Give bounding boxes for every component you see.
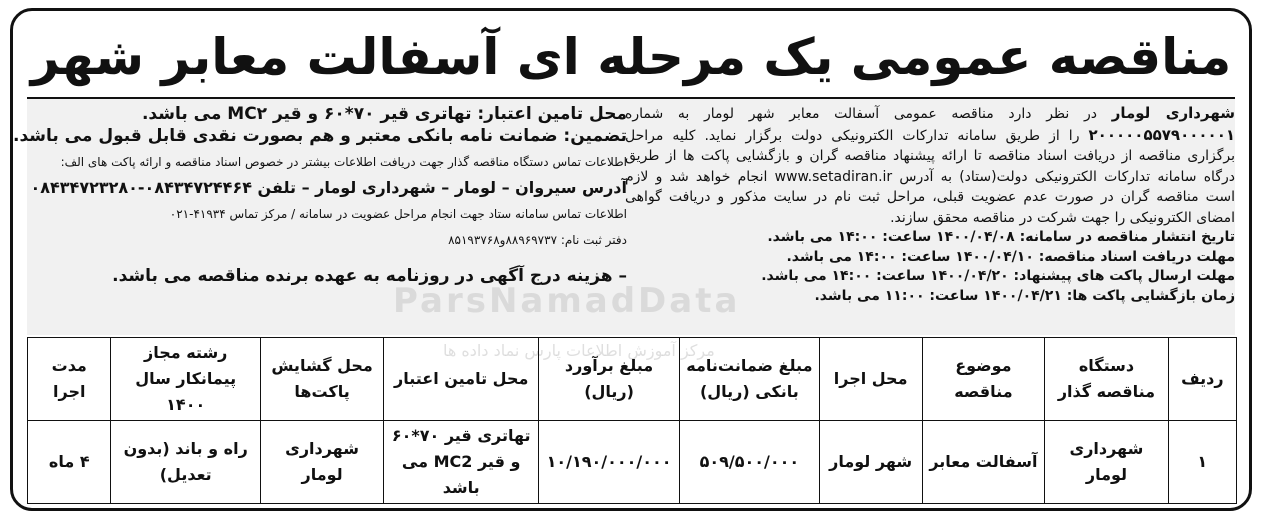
header-subject: موضوع مناقصه xyxy=(922,338,1045,421)
funding-source: محل تامین اعتبار: تهاتری قیر ۷۰*۶۰ و قیر MC۲ می باشد. xyxy=(141,104,627,124)
cell-contractor-field: راه و باند (بدون تعدیل) xyxy=(111,421,260,504)
date-documents: مهلت دریافت اسناد مناقصه: ۱۴۰۰/۰۴/۱۰ ساعت: ۱۴:۰۰ می باشد. xyxy=(786,248,1235,265)
cell-organizer: شهرداری لومار xyxy=(1045,421,1168,504)
table-header-row xyxy=(28,338,1237,421)
header-location: محل اجرا xyxy=(819,338,922,421)
cell-funding: تهاتری قیر ۷۰*۶۰ و قیر MC2 می باشد xyxy=(384,421,539,504)
watermark-subtitle: مرکز آموزش اطلاعات پارس نماد داده ها xyxy=(443,341,715,360)
date-submission: مهلت ارسال پاکت های پیشنهاد: ۱۴۰۰/۰۴/۲۰ ساعت: ۱۴:۰۰ می باشد. xyxy=(761,268,1235,284)
tender-table xyxy=(27,337,1237,504)
header-guarantee-amount: مبلغ ضمانت‌نامه بانکی (ریال) xyxy=(680,338,820,421)
cell-estimate-amount: ۱۰/۱۹۰/۰۰۰/۰۰۰ xyxy=(539,421,680,504)
intro-paragraph xyxy=(625,103,1235,228)
intro-text: در نظر دارد مناقصه عمومی آسفالت معابر شهر لومار به شماره xyxy=(625,106,1112,122)
header-duration: مدت اجرا xyxy=(28,338,111,421)
cell-location: شهر لومار xyxy=(819,421,922,504)
ad-frame xyxy=(10,8,1252,511)
header-estimate-amount: مبلغ برآورد (ریال) xyxy=(539,338,680,421)
cell-opening-place: شهرداری لومار xyxy=(260,421,383,504)
header-organizer: دستگاه مناقصه گذار xyxy=(1045,338,1168,421)
ad-cost-note: – هزینه درج آگهی در روزنامه به عهده برنده مناقصه می باشد. xyxy=(112,266,627,286)
date-publish: تاریخ انتشار مناقصه در سامانه: ۱۴۰۰/۰۴/۰۸ ساعت: ۱۴:۰۰ می باشد. xyxy=(767,229,1235,245)
header-opening-place: محل گشایش پاکت‌ها xyxy=(260,338,383,421)
guarantee-info: تضمین: ضمانت نامه بانکی معتبر و هم بصورت نقدی قابل قبول می باشد. xyxy=(13,126,627,146)
watermark: ParsNamadData xyxy=(393,281,741,321)
cell-subject: آسفالت معابر xyxy=(922,421,1045,504)
page-title: مناقصه عمومی یک مرحله ای آسفالت معابر شهر xyxy=(30,28,1232,86)
procedure-text: را از طریق سامانه تدارکات الکترونیکی دولت برگزار نماید. کلیه مراحل برگزاری مناقصه از دریافت اسناد مناقصه تا ارائه پیشنهاد مناقصه گران و بازگشایی پاکت ها از طریق درگاه سامانه تدارکات الکترونیکی دولت(ستاد) به آدرس www.setadiran.ir انجام خواهد شد و لازم است مناقصه گران در صورت عدم عضویت قبلی، مراحل ثبت نام در سایت مذکور و دریافت گواهی امضای الکترونیکی را جهت شرکت در مناقصه محقق سازند. xyxy=(625,127,1235,226)
header-row-number: ردیف xyxy=(1168,338,1236,421)
header-contractor-field: رشته مجاز پیمانکار سال ۱۴۰۰ xyxy=(111,338,260,421)
cell-guarantee-amount: ۵۰۹/۵۰۰/۰۰۰ xyxy=(680,421,820,504)
contact-info: اطلاعات تماس دستگاه مناقصه گذار جهت دریافت اطلاعات بیشتر در خصوص اسناد مناقصه و ارائه پاکت های الف: xyxy=(60,155,627,169)
date-opening: زمان بازگشایی پاکت ها: ۱۴۰۰/۰۴/۲۱ ساعت: ۱۱:۰۰ می باشد. xyxy=(814,287,1235,304)
cell-duration: ۴ ماه xyxy=(28,421,111,504)
registration-office: دفتر ثبت نام: ۸۸۹۶۹۷۳۷و۸۵۱۹۳۷۶۸ xyxy=(448,233,627,247)
cell-row-number: ۱ xyxy=(1168,421,1236,504)
setad-contact: اطلاعات تماس سامانه ستاد جهت انجام مراحل عضویت در سامانه / مرکز تماس ۴۱۹۳۴-۰۲۱ xyxy=(169,207,627,221)
tender-number: ۲۰۰۰۰۰۵۵۷۹۰۰۰۰۰۱ xyxy=(1088,125,1235,144)
address-phone: آدرس سیروان – لومار – شهرداری لومار – تلفن ۰۸۴۳۴۷۲۴۴۶۴-۰۸۴۳۴۷۲۳۲۸۰ xyxy=(30,178,627,197)
table-row xyxy=(28,421,1237,504)
organizer-name: شهرداری لومار xyxy=(1111,104,1235,122)
header-funding: محل تامین اعتبار xyxy=(384,338,539,421)
